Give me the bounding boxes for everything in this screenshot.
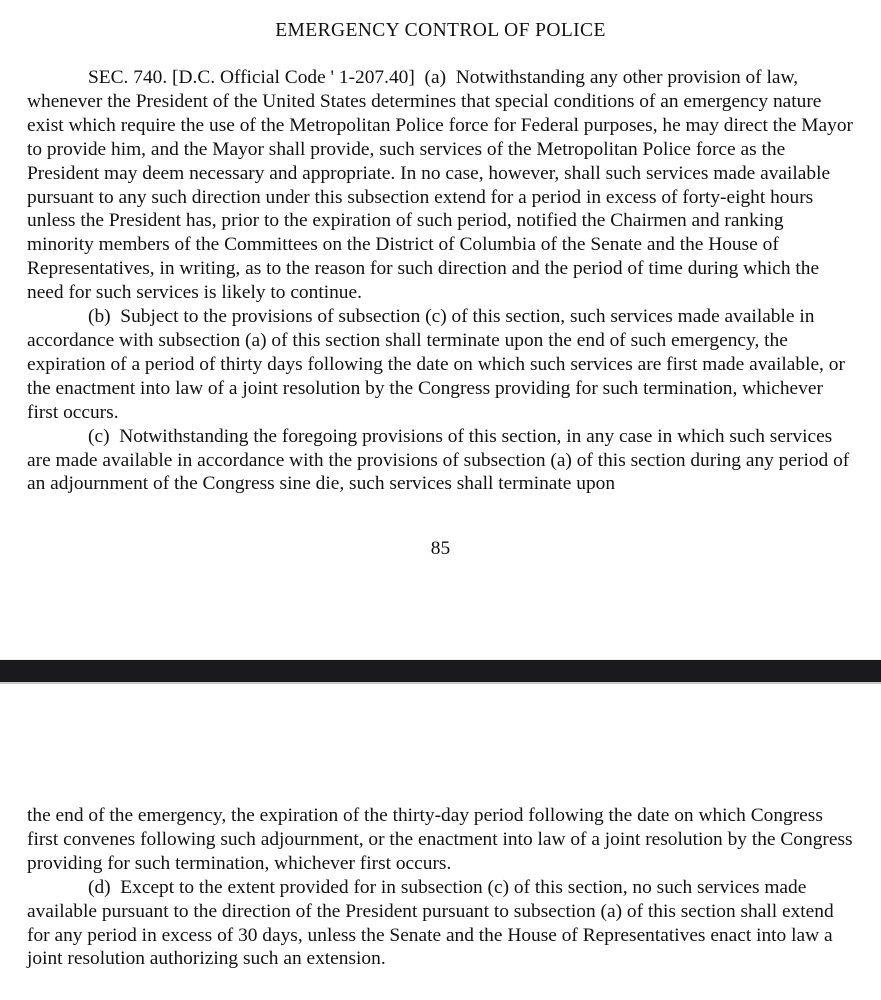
paragraph-c-start: (c) Notwithstanding the foregoing provisions of this section, in any case in which such services are made available in accordance with the provisions of subsection (a) of this section during any period of an adjournment of the Congress sine die, such services shall terminate upon: [27, 425, 855, 495]
document-title: EMERGENCY CONTROL OF POLICE: [275, 20, 606, 41]
paragraph-c-continued: the end of the emergency, the expiration of the thirty-day period following the date on which Congress first convenes following such adjournment, or the enactment into law of a joint resolution by the Congress providing for such termination, whichever first occurs.: [27, 805, 858, 874]
paragraph-sec-740-a: SEC. 740. [D.C. Official Code ' 1-207.40] (a) Notwithstanding any other provision of law, whenever the President of the United States determines that special conditions of an emergency nature exist which require the use of the Metropolitan Police force for Federal purposes, he may direct the Mayor to provide him, and the Mayor shall provide, such services of the Metropolitan Police force as the President may deem necessary and appropriate. In no case, however, shall such services made available pursuant to any such direction under this subsection extend for a period in excess of forty-eight hours unless the President has, prior to the expiration of such period, notified the Chairmen and ranking minority members of the Committees on the District of Columbia of the Senate and the House of Representatives, in writing, as to the reason for such direction and the period of time during which the need for such services is likely to continue.: [27, 67, 858, 304]
page-separator-bar: [0, 659, 881, 684]
page-2-body: [27, 804, 858, 971]
page-number: 85: [430, 538, 451, 559]
paragraph-d: (d) Except to the extent provided for in subsection (c) of this section, no such services made available pursuant to the direction of the President pursuant to subsection (a) of this section shall extend for any period in excess of 30 days, unless the Senate and the House of Representatives enact into law a joint resolution authorizing such an extension.: [27, 876, 839, 970]
page-1-body: [27, 66, 858, 496]
paragraph-b: (b) Subject to the provisions of subsection (c) of this section, such services made available in accordance with subsection (a) of this section shall terminate upon the end of such emergency, the expiration of a period of thirty days following the date on which such services are first made available, or the enactment into law of a joint resolution by the Congress providing for such termination, whichever first occurs.: [27, 306, 850, 423]
